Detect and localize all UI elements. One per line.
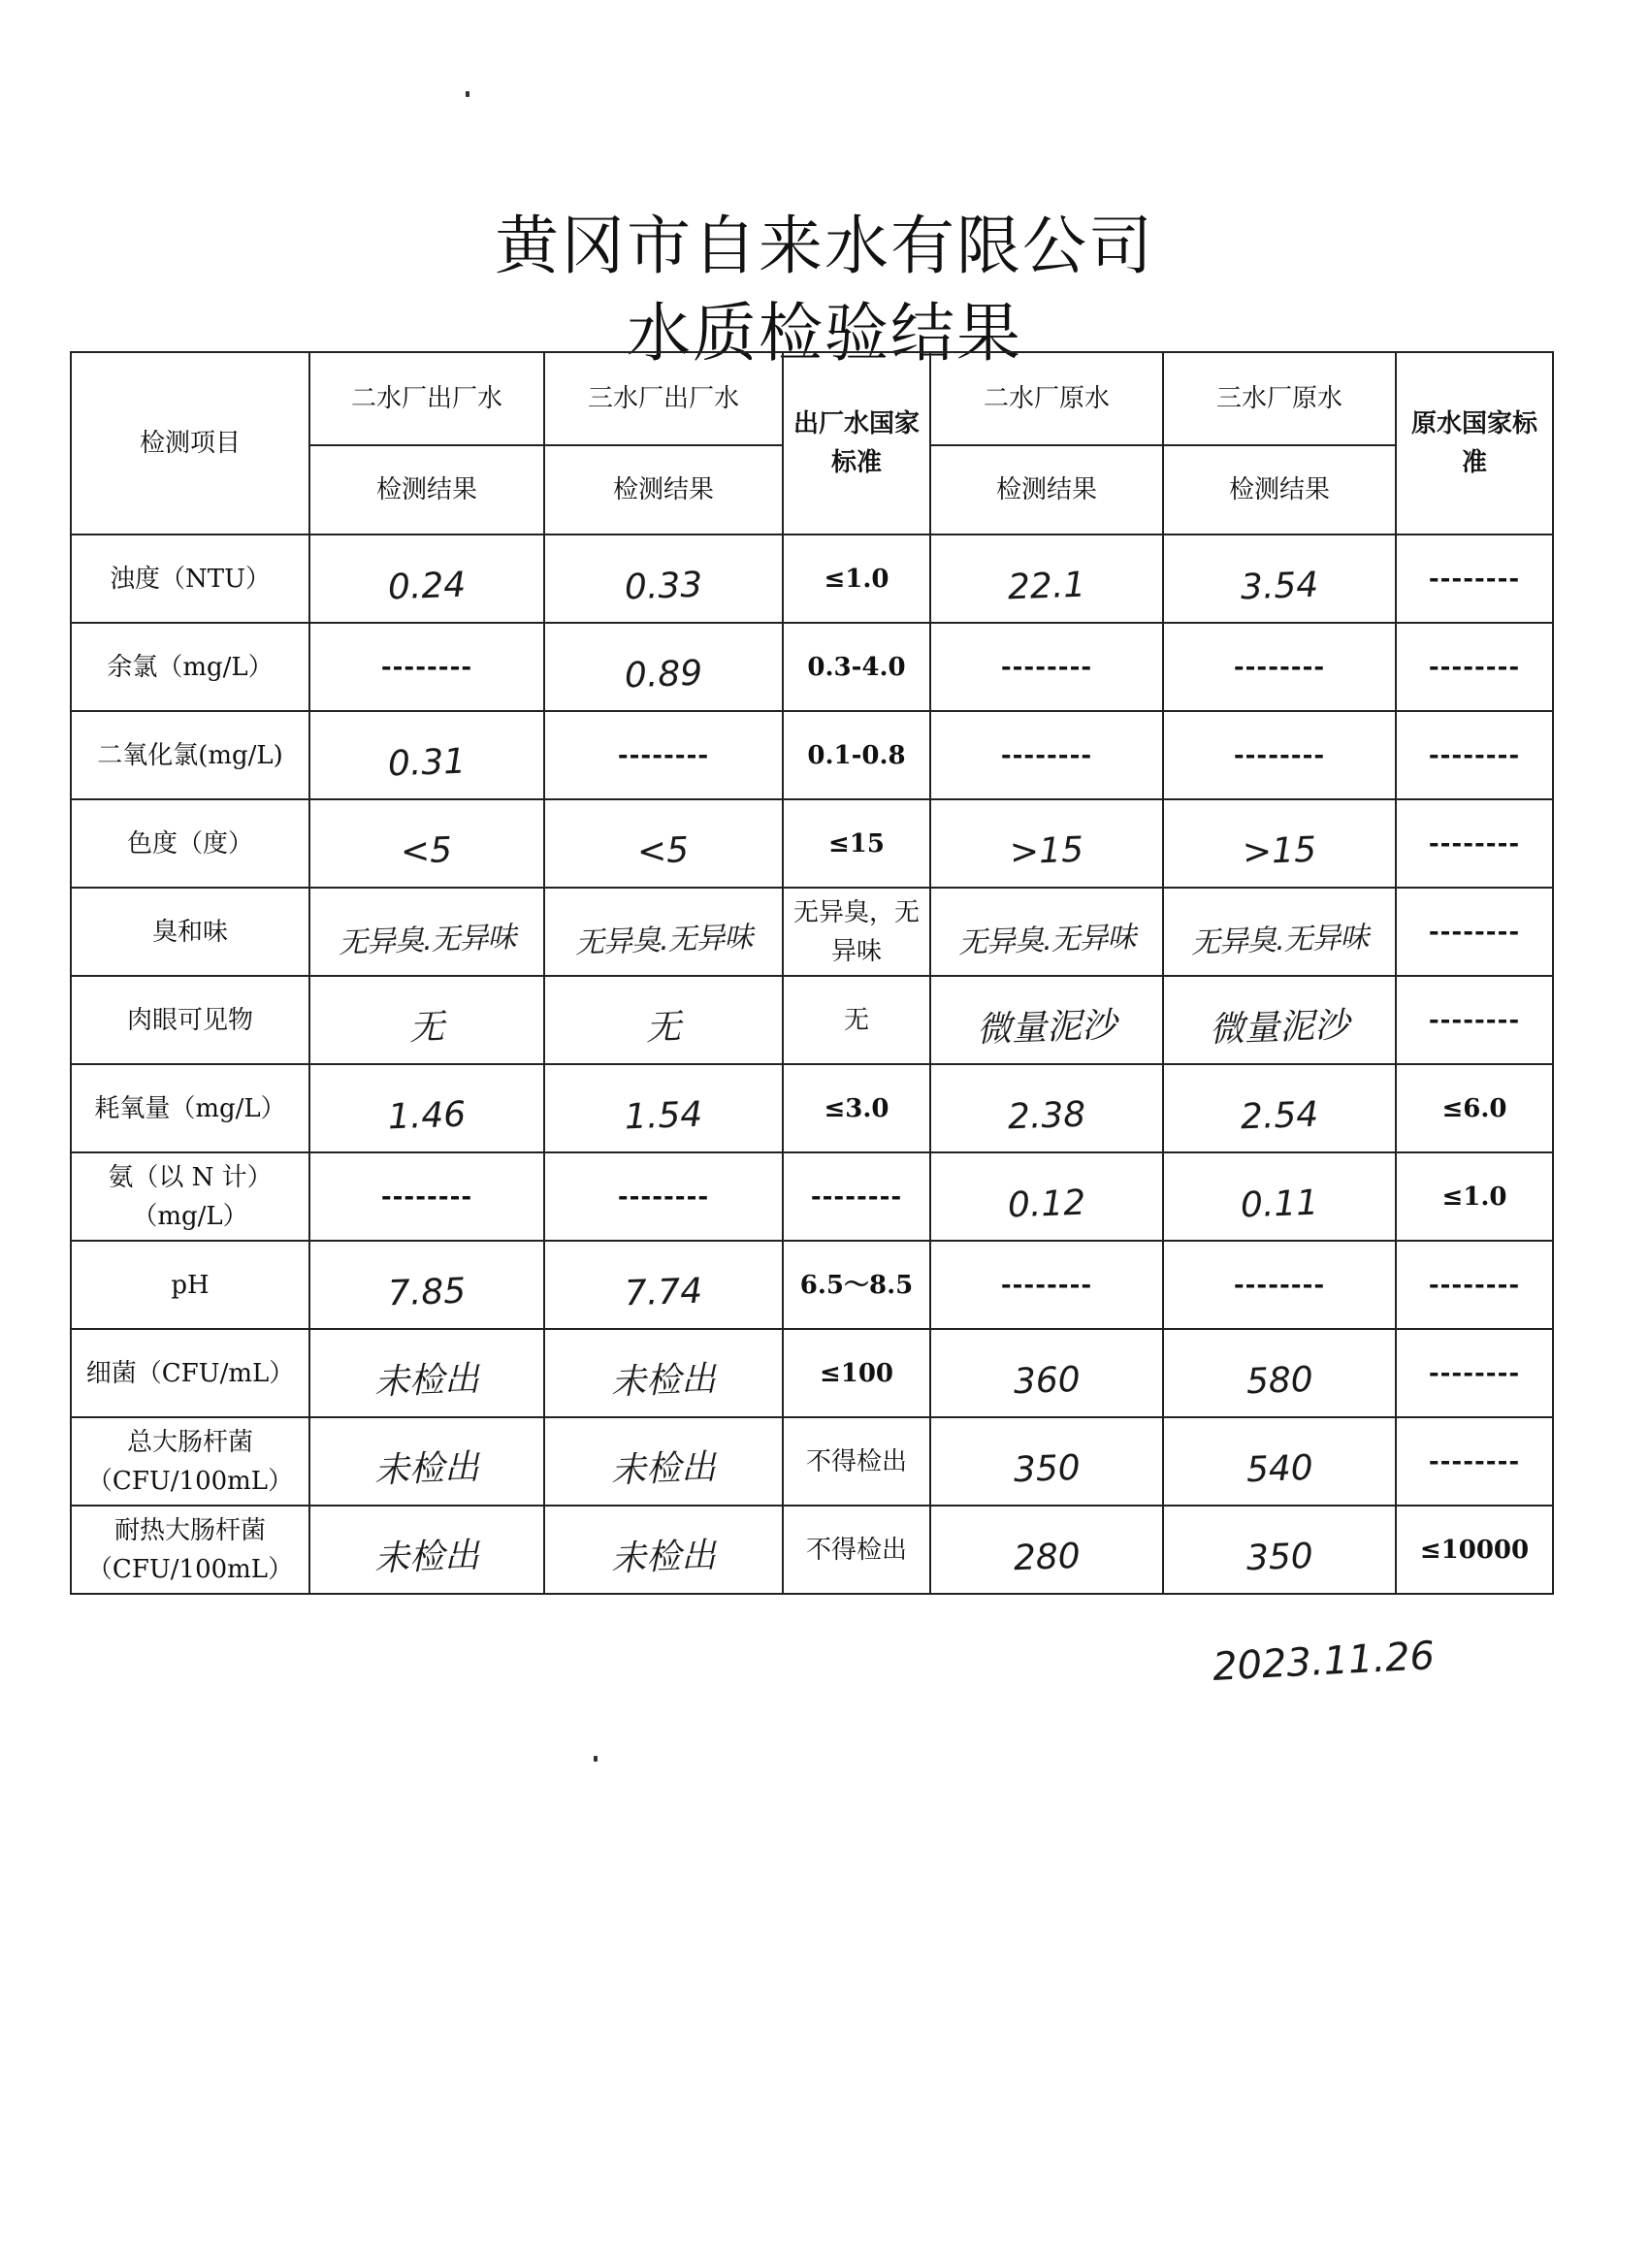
out-standard-value: --------: [783, 1152, 930, 1241]
plant3-raw-value: 无异臭.无异味: [1190, 920, 1369, 961]
plant2-out-value-cell: [309, 1064, 544, 1152]
plant2-raw-value-cell: [930, 1064, 1163, 1152]
raw-standard-value: --------: [1396, 1241, 1553, 1329]
plant3-out-value: 0.33: [624, 565, 703, 608]
table-row: [71, 1152, 1553, 1241]
plant3-out-value: 无: [645, 1007, 682, 1049]
plant3-out-value-cell: [544, 799, 783, 888]
out-standard-value: ≤3.0: [783, 1064, 930, 1152]
plant2-raw-value-cell: [930, 1329, 1163, 1417]
plant2-out-value: 未检出: [373, 1359, 480, 1403]
company-title: 黄冈市自来水有限公司: [495, 209, 1154, 283]
plant3-out-value-cell: [544, 1241, 783, 1329]
plant3-raw-value-cell: [1163, 976, 1396, 1064]
plant2-raw-value-cell: [930, 976, 1163, 1064]
table-row: [71, 1417, 1553, 1506]
plant2-out-value-cell: [309, 1241, 544, 1329]
plant3-out-value: 未检出: [610, 1359, 717, 1403]
plant2-raw-value: --------: [930, 623, 1163, 711]
plant2-raw-value-cell: [930, 1152, 1163, 1241]
plant2-out-value-cell: [309, 976, 544, 1064]
signature-date: 2023.11.26: [1211, 1634, 1437, 1690]
table-row: [71, 799, 1553, 888]
table-row: [71, 1329, 1553, 1417]
item-name: 耐热大肠杆菌（CFU/100mL）: [71, 1506, 309, 1594]
plant3-raw-value: 3.54: [1240, 565, 1319, 608]
plant2-out-value-cell: [309, 711, 544, 799]
item-name: 余氯（mg/L）: [71, 623, 309, 711]
plant2-out-value: 0.24: [387, 565, 467, 608]
plant3-raw-value: >15: [1242, 829, 1317, 873]
plant3-out-value-cell: [544, 535, 783, 623]
plant2-out-value-cell: [309, 1417, 544, 1506]
plant2-out-header: 二水厂出厂水: [309, 352, 544, 445]
plant2-raw-value-cell: [930, 799, 1163, 888]
plant2-raw-value: 2.38: [1007, 1094, 1086, 1138]
plant3-raw-value-cell: [1163, 1417, 1396, 1506]
plant2-raw-value: 无异臭.无异味: [957, 920, 1136, 961]
plant3-out-value: <5: [636, 830, 691, 872]
plant2-raw-value: --------: [930, 1241, 1163, 1329]
raw-standard-value: --------: [1396, 711, 1553, 799]
plant3-out-value-cell: [544, 976, 783, 1064]
out-standard-value: 6.5～8.5: [783, 1241, 930, 1329]
plant3-out-value-cell: [544, 888, 783, 976]
out-standard-value: 不得检出: [783, 1506, 930, 1594]
plant2-raw-value: 22.1: [1007, 565, 1086, 608]
plant3-raw-value-cell: [1163, 1506, 1396, 1594]
plant2-out-value: <5: [400, 830, 454, 872]
raw-standard-value: --------: [1396, 535, 1553, 623]
plant2-out-value-cell: [309, 799, 544, 888]
out-standard-value: ≤100: [783, 1329, 930, 1417]
plant2-out-value: --------: [309, 1152, 544, 1241]
item-column-header: 检测项目: [71, 352, 309, 535]
plant3-out-header: 三水厂出厂水: [544, 352, 783, 445]
item-name: 总大肠杆菌（CFU/100mL）: [71, 1417, 309, 1506]
plant2-raw-value-cell: [930, 1417, 1163, 1506]
out-standard-header: 出厂水国家标准: [783, 352, 930, 535]
plant2-out-value: 7.85: [387, 1271, 467, 1314]
item-name: 浊度（NTU）: [71, 535, 309, 623]
table-row: [71, 1064, 1553, 1152]
scan-speck: [466, 91, 469, 97]
plant2-raw-value: 350: [1012, 1447, 1082, 1491]
out-standard-value: 无: [783, 976, 930, 1064]
table-row: [71, 888, 1553, 976]
plant3-out-value: 无异臭.无异味: [574, 920, 753, 961]
table-row: [71, 976, 1553, 1064]
plant3-out-value-cell: [544, 1506, 783, 1594]
plant2-raw-value-cell: [930, 535, 1163, 623]
raw-standard-value: --------: [1396, 1417, 1553, 1506]
plant3-raw-value: 微量泥沙: [1209, 1005, 1350, 1051]
plant3-out-value-cell: [544, 1417, 783, 1506]
plant3-raw-value-cell: [1163, 535, 1396, 623]
item-name: 氨（以 N 计）（mg/L）: [71, 1152, 309, 1241]
raw-standard-value: ≤10000: [1396, 1506, 1553, 1594]
out-standard-value: 不得检出: [783, 1417, 930, 1506]
item-name: 二氧化氯(mg/L): [71, 711, 309, 799]
plant3-out-value: 7.74: [624, 1271, 703, 1314]
plant3-raw-value-cell: [1163, 1152, 1396, 1241]
plant2-raw-value-cell: [930, 1506, 1163, 1594]
out-standard-value: 无异臭，无异味: [783, 888, 930, 976]
plant3-raw-value: 2.54: [1240, 1094, 1319, 1138]
raw-standard-value: ≤1.0: [1396, 1152, 1553, 1241]
plant3-out-value: --------: [544, 711, 783, 799]
raw-standard-value: --------: [1396, 623, 1553, 711]
plant3-raw-value-cell: [1163, 888, 1396, 976]
plant2-raw-value: 280: [1012, 1536, 1082, 1579]
plant2-out-value-cell: [309, 1329, 544, 1417]
plant3-raw-value-cell: [1163, 1064, 1396, 1152]
plant2-raw-value: 微量泥沙: [976, 1005, 1117, 1051]
table-row: [71, 711, 1553, 799]
plant3-out-value: 1.54: [624, 1094, 703, 1138]
plant3-raw-value-cell: [1163, 799, 1396, 888]
plant2-out-value: 无异臭.无异味: [338, 920, 516, 961]
plant3-raw-value: 0.11: [1240, 1183, 1319, 1226]
out-standard-value: 0.3-4.0: [783, 623, 930, 711]
plant2-out-value-cell: [309, 535, 544, 623]
raw-standard-value: ≤6.0: [1396, 1064, 1553, 1152]
raw-standard-value: --------: [1396, 1329, 1553, 1417]
plant3-out-value-cell: [544, 1064, 783, 1152]
plant2-raw-value-cell: [930, 888, 1163, 976]
plant2-raw-value: >15: [1009, 829, 1084, 873]
item-name: 细菌（CFU/mL）: [71, 1329, 309, 1417]
plant3-out-value: 未检出: [610, 1447, 717, 1491]
raw-standard-value: --------: [1396, 976, 1553, 1064]
result-subheader: 检测结果: [1163, 445, 1396, 535]
item-name: 臭和味: [71, 888, 309, 976]
plant3-out-value-cell: [544, 1329, 783, 1417]
raw-standard-value: --------: [1396, 799, 1553, 888]
plant3-out-value-cell: [544, 623, 783, 711]
plant3-out-value: 0.89: [624, 653, 703, 697]
plant2-out-value-cell: [309, 1506, 544, 1594]
raw-standard-header: 原水国家标准: [1396, 352, 1553, 535]
plant2-raw-value: 0.12: [1007, 1183, 1086, 1226]
out-standard-value: ≤15: [783, 799, 930, 888]
plant3-out-value: --------: [544, 1152, 783, 1241]
table-row: [71, 1506, 1553, 1594]
water-quality-table: [70, 351, 1554, 1595]
item-name: 色度（度）: [71, 799, 309, 888]
table-row: [71, 535, 1553, 623]
table-row: [71, 623, 1553, 711]
plant2-out-value: --------: [309, 623, 544, 711]
plant3-raw-value: --------: [1163, 1241, 1396, 1329]
plant3-raw-value: --------: [1163, 623, 1396, 711]
plant3-raw-value: 580: [1245, 1359, 1314, 1403]
plant2-out-value: 0.31: [387, 741, 467, 785]
table-row: [71, 1241, 1553, 1329]
plant2-raw-header: 二水厂原水: [930, 352, 1163, 445]
out-standard-value: ≤1.0: [783, 535, 930, 623]
plant2-out-value-cell: [309, 888, 544, 976]
plant2-out-value: 无: [408, 1007, 445, 1049]
item-name: 肉眼可见物: [71, 976, 309, 1064]
plant3-raw-value: 350: [1245, 1536, 1314, 1579]
out-standard-value: 0.1-0.8: [783, 711, 930, 799]
scan-speck: [594, 1756, 598, 1762]
plant2-out-value: 未检出: [373, 1536, 480, 1579]
report-title: 水质检验结果: [627, 296, 1022, 371]
plant2-out-value: 1.46: [387, 1094, 467, 1138]
plant3-raw-value: 540: [1245, 1447, 1314, 1491]
raw-standard-value: --------: [1396, 888, 1553, 976]
plant3-out-value: 未检出: [610, 1536, 717, 1579]
plant2-out-value: 未检出: [373, 1447, 480, 1491]
plant2-raw-value: 360: [1012, 1359, 1082, 1403]
plant2-raw-value: --------: [930, 711, 1163, 799]
plant3-raw-value: --------: [1163, 711, 1396, 799]
plant3-raw-header: 三水厂原水: [1163, 352, 1396, 445]
item-name: 耗氧量（mg/L）: [71, 1064, 309, 1152]
result-subheader: 检测结果: [309, 445, 544, 535]
result-subheader: 检测结果: [930, 445, 1163, 535]
item-name: pH: [71, 1241, 309, 1329]
result-subheader: 检测结果: [544, 445, 783, 535]
plant3-raw-value-cell: [1163, 1329, 1396, 1417]
